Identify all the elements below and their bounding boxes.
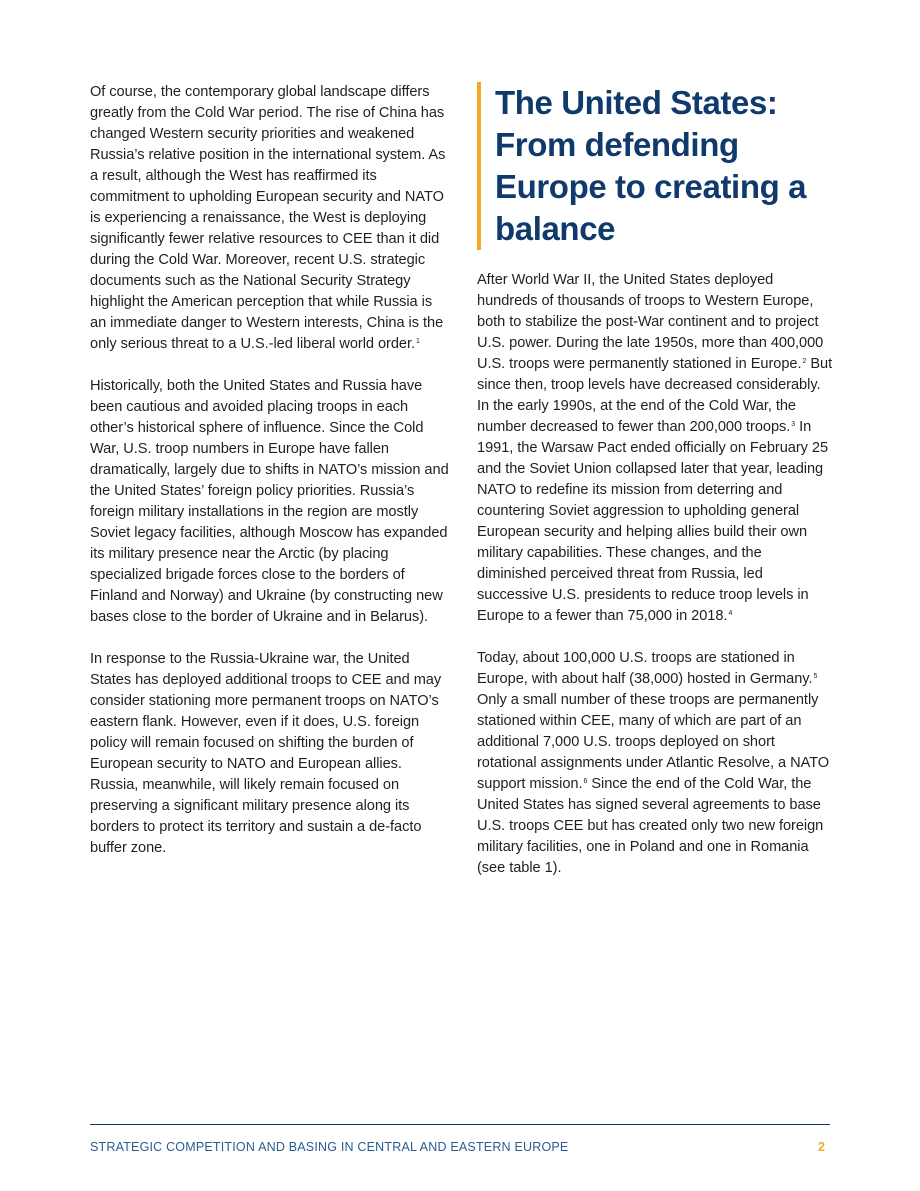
paragraph-war-response: In response to the Russia-Ukraine war, the United States has deployed additional troops to CEE and may consider stationing more permanent troops on NATO’s eastern flank. However, even if it does, U.S. foreign policy will remain focused on shifting the burden of European security to NATO and European allies. Russia, meanwhile, will likely remain focused on preserving a significant military presence along its borders to protect its territory and sustain a de-facto buffer zone. bbox=[90, 651, 442, 856]
footnote-ref-4[interactable]: 4 bbox=[728, 610, 733, 617]
paragraph-post-war-deployment: After World War II, the United States deployed hundreds of thousands of troops to Western Europe, both to stabilize the post-War continent and to project U.S. power. During the late 1950s, more than 400,000 U.S. troops were permanently stationed in Europe.$^2$ But since then, troop levels have decreased considerably. In the early 1990s, at the end of the Cold War, the number decreased to fewer than 200,000 troops.$^3$ In 1991, the Warsaw Pact ended officially on February 25 and the Soviet Union collapsed later that year, leading NATO to redefine its mission from deterring and countering Soviet aggression to upholding general European security and helping allies build their own military capabilities. These changes, and the diminished perceived threat from Russia, led successive U.S. presidents to reduce troop levels in Europe to a fewer than 75,000 in 2018.$^4$ bbox=[477, 272, 833, 624]
footnote-ref-6[interactable]: 6 bbox=[583, 778, 588, 785]
paragraph-historical-caution: Historically, both the United States and Russia have been cautious and avoided placing troops in each other’s historical sphere of influence. Since the Cold War, U.S. troop numbers in Europe have fallen dramatically, largely due to shifts in NATO’s mission and the United States’ foreign policy priorities. Russia’s foreign military installations in the region are mostly Soviet legacy facilities, although Moscow has expanded its military presence near the Arctic (by placing specialized brigade forces close to the borders of Finland and Norway) and Ukraine (by constructing new bases close to the border of Ukraine and in Belarus). bbox=[90, 378, 449, 625]
footnote-ref-1[interactable]: 1 bbox=[416, 338, 420, 345]
footnote-ref-2[interactable]: 2 bbox=[802, 358, 807, 365]
section-heading: The United States: From defending Europe to creating a balance bbox=[495, 84, 807, 247]
footer-report-title: STRATEGIC COMPETITION AND BASING IN CENTRAL AND EASTERN EUROPE bbox=[90, 1140, 569, 1154]
page-number: 2 bbox=[818, 1140, 825, 1154]
footnote-ref-3[interactable]: 3 bbox=[791, 421, 796, 428]
footnote-ref-5[interactable]: 5 bbox=[813, 673, 818, 680]
right-column bbox=[477, 82, 833, 900]
footer-divider bbox=[90, 1124, 830, 1125]
left-column bbox=[90, 82, 450, 880]
paragraph-current-troops: Today, about 100,000 U.S. troops are stationed in Europe, with about half (38,000) hosted in Germany.$^5$ Only a small number of these troops are permanently stationed within CEE, many of which are part of an additional 7,000 U.S. troops deployed on short rotational assignments under Atlantic Resolve, a NATO support mission.$^6$ Since the end of the Cold War, the United States has signed several agreements to base U.S. troops CEE but has created only two new foreign military facilities, one in Poland and one in Romania (see table 1). bbox=[477, 650, 830, 876]
section-heading-block bbox=[477, 82, 833, 250]
paragraph-global-landscape: Of course, the contemporary global landscape differs greatly from the Cold War period. The rise of China has changed Western security priorities and weakened Russia’s relative position in the international system. As a result, although the West has reaffirmed its commitment to upholding European security and NATO is experiencing a renaissance, the West is deploying significantly fewer relative resources to CEE than it did during the Cold War. Moreover, recent U.S. strategic documents such as the National Security Strategy highlight the American perception that while Russia is an immediate danger to Western interests, China is the only serious threat to a U.S.-led liberal world order.$^1$ bbox=[90, 84, 446, 352]
